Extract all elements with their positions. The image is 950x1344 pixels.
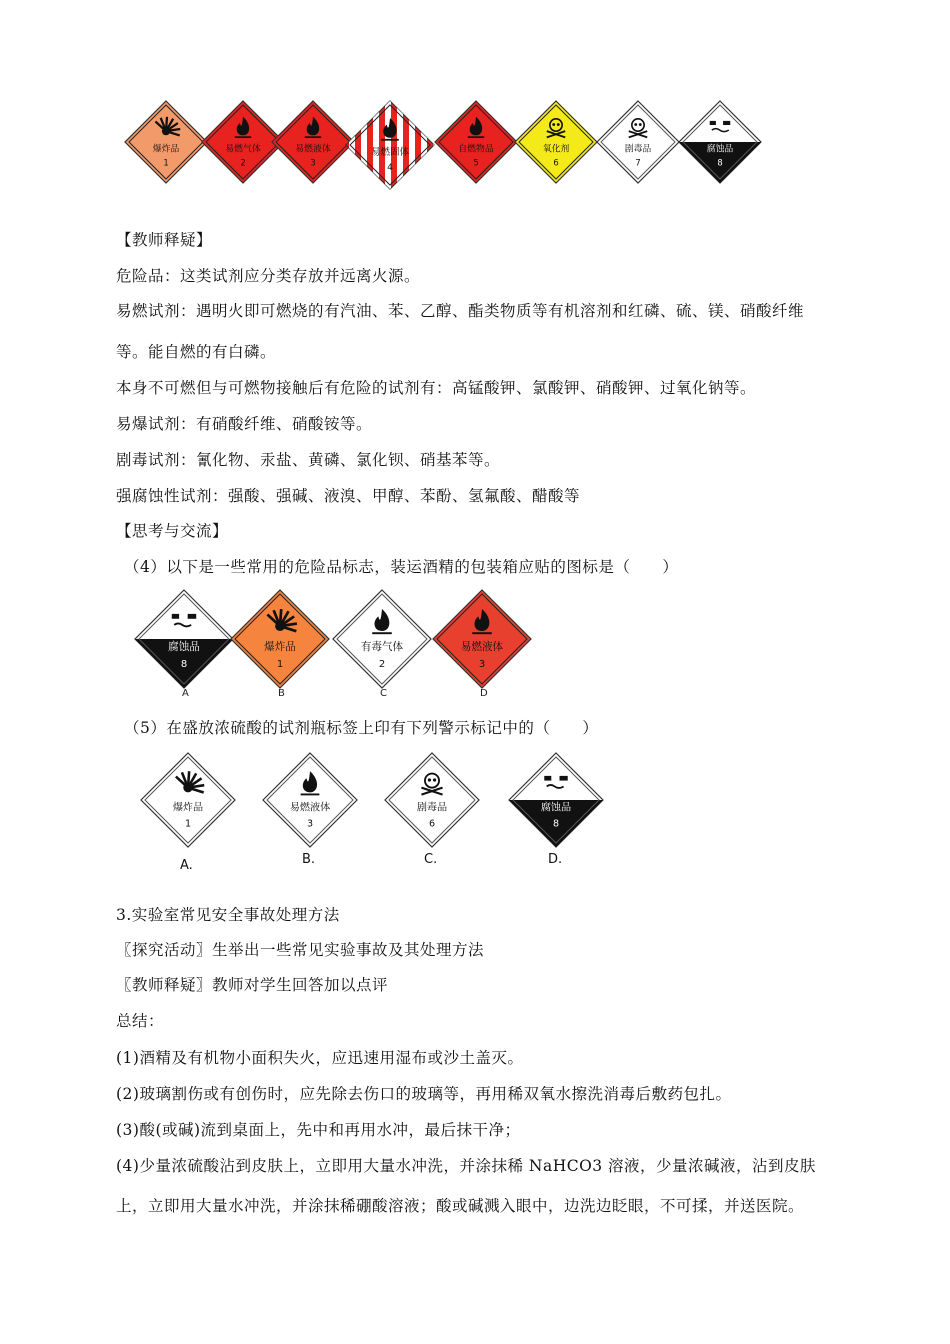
teacher-comment: 〖教师释疑〗教师对学生回答加以点评 — [116, 976, 389, 994]
hazard-sign-8 — [678, 100, 762, 184]
svg-text:6: 6 — [428, 818, 436, 830]
hazard-diamond-icon — [678, 100, 762, 184]
paragraph-5: 易爆试剂：有硝酸纤维、硝酸铵等。 — [116, 415, 373, 433]
hazard-diamond-icon — [134, 589, 234, 689]
svg-text:易燃液体: 易燃液体 — [295, 144, 331, 155]
svg-text:6: 6 — [553, 157, 559, 168]
svg-text:自燃物品: 自燃物品 — [458, 144, 494, 155]
hazard-sign-6 — [514, 100, 598, 184]
svg-text:易燃液体: 易燃液体 — [460, 641, 504, 654]
q4-option-label: D — [480, 688, 488, 699]
svg-text:腐蚀品: 腐蚀品 — [706, 144, 734, 155]
hazard-diamond-icon — [332, 589, 432, 689]
q4-option-label: A — [182, 688, 189, 699]
hazard-diamond-icon — [596, 100, 680, 184]
svg-text:4: 4 — [387, 163, 393, 173]
svg-text:爆炸品: 爆炸品 — [152, 144, 180, 155]
q5-option-label: B. — [302, 852, 316, 867]
paragraph-4: 本身不可燃但与可燃物接触后有危险的试剂有：高锰酸钾、氯酸钾、硝酸钾、过氧化钠等。 — [116, 379, 757, 397]
paragraph-3: 等。能自燃的有白磷。 — [116, 343, 277, 361]
svg-text:易燃固体: 易燃固体 — [370, 147, 410, 158]
svg-text:1: 1 — [163, 157, 169, 168]
explore-activity: 〖探究活动〗生举出一些常见实验事故及其处理方法 — [116, 941, 485, 959]
hazard-diamond-icon — [345, 100, 435, 190]
hazard-diamond-icon — [124, 100, 208, 184]
q4-option-label: C — [380, 688, 387, 699]
svg-text:剧毒品: 剧毒品 — [624, 144, 652, 155]
q4-sign-C — [332, 589, 432, 689]
svg-text:8: 8 — [180, 658, 188, 670]
summary-item-1: (1)酒精及有机物小面积失火，应迅速用湿布或沙土盖灭。 — [116, 1049, 524, 1067]
q5-sign-C — [384, 752, 480, 848]
q5-sign-D — [508, 752, 604, 848]
svg-text:8: 8 — [552, 818, 560, 830]
q5-sign-A — [140, 752, 236, 848]
svg-text:7: 7 — [635, 157, 641, 168]
q5-sign-B — [262, 752, 358, 848]
svg-text:有毒气体: 有毒气体 — [360, 641, 404, 654]
svg-text:3: 3 — [310, 157, 316, 168]
svg-text:爆炸品: 爆炸品 — [172, 802, 204, 814]
svg-text:氧化剂: 氧化剂 — [542, 144, 570, 155]
svg-text:5: 5 — [473, 157, 479, 168]
svg-text:2: 2 — [240, 157, 246, 168]
summary-item-3: (3)酸(或碱)流到桌面上，先中和再用水冲，最后抹干净； — [116, 1121, 521, 1139]
question-4: （4）以下是一些常用的危险品标志，装运酒精的包装箱应贴的图标是（ ） — [124, 558, 679, 576]
q5-option-label: C. — [424, 852, 438, 867]
svg-text:腐蚀品: 腐蚀品 — [540, 802, 572, 814]
svg-text:1: 1 — [276, 658, 284, 670]
svg-text:3: 3 — [478, 658, 486, 670]
hazard-diamond-icon — [140, 752, 236, 848]
q5-option-label: A. — [180, 858, 193, 873]
summary-item-4a: (4)少量浓硫酸沾到皮肤上，立即用大量水冲洗，并涂抹稀 NaHCO3 溶液，少量浓碱液，沾到皮肤 — [116, 1157, 817, 1175]
q4-sign-D — [432, 589, 532, 689]
hazard-sign-4 — [345, 100, 435, 190]
hazard-diamond-icon — [434, 100, 518, 184]
question-5: （5）在盛放浓硫酸的试剂瓶标签上印有下列警示标记中的（ ） — [124, 719, 599, 737]
hazard-diamond-icon — [230, 589, 330, 689]
q4-sign-A — [134, 589, 234, 689]
svg-text:1: 1 — [184, 818, 192, 830]
summary-item-4b: 上，立即用大量水冲洗，并涂抹稀硼酸溶液；酸或碱溅入眼中，边洗边眨眼，不可揉，并送医院。 — [116, 1197, 805, 1215]
svg-text:易燃液体: 易燃液体 — [289, 802, 331, 814]
q4-sign-B — [230, 589, 330, 689]
svg-text:爆炸品: 爆炸品 — [264, 641, 296, 654]
paragraph-7: 强腐蚀性试剂：强酸、强碱、液溴、甲醇、苯酚、氢氟酸、醋酸等 — [116, 487, 581, 505]
svg-text:3: 3 — [306, 818, 314, 830]
hazard-sign-3 — [271, 100, 355, 184]
paragraph-2: 易燃试剂：遇明火即可燃烧的有汽油、苯、乙醇、酯类物质等有机溶剂和红磷、硫、镁、硝酸纤维 — [116, 302, 805, 320]
paragraph-1: 危险品：这类试剂应分类存放并远离火源。 — [116, 267, 421, 285]
hazard-diamond-icon — [514, 100, 598, 184]
hazard-sign-1 — [124, 100, 208, 184]
paragraph-6: 剧毒试剂：氰化物、汞盐、黄磷、氯化钡、硝基苯等。 — [116, 451, 501, 469]
hazard-diamond-icon — [384, 752, 480, 848]
svg-text:剧毒品: 剧毒品 — [416, 802, 448, 814]
svg-text:2: 2 — [378, 658, 386, 670]
section-3-title: 3.实验室常见安全事故处理方法 — [116, 906, 340, 924]
hazard-diamond-icon — [432, 589, 532, 689]
hazard-sign-5 — [434, 100, 518, 184]
svg-text:8: 8 — [717, 157, 723, 168]
hazard-diamond-icon — [262, 752, 358, 848]
hazard-diamond-icon — [508, 752, 604, 848]
summary-item-2: (2)玻璃割伤或有创伤时，应先除去伤口的玻璃等，再用稀双氧水擦洗消毒后敷药包扎。 — [116, 1085, 732, 1103]
hazard-diamond-icon — [271, 100, 355, 184]
teacher-heading: 【教师释疑】 — [116, 231, 213, 249]
q4-option-label: B — [278, 688, 285, 699]
think-heading: 【思考与交流】 — [116, 522, 229, 540]
summary-label: 总结： — [116, 1012, 165, 1030]
svg-text:腐蚀品: 腐蚀品 — [168, 641, 200, 654]
q5-option-label: D. — [548, 852, 563, 867]
hazard-sign-7 — [596, 100, 680, 184]
svg-text:易燃气体: 易燃气体 — [225, 144, 261, 155]
